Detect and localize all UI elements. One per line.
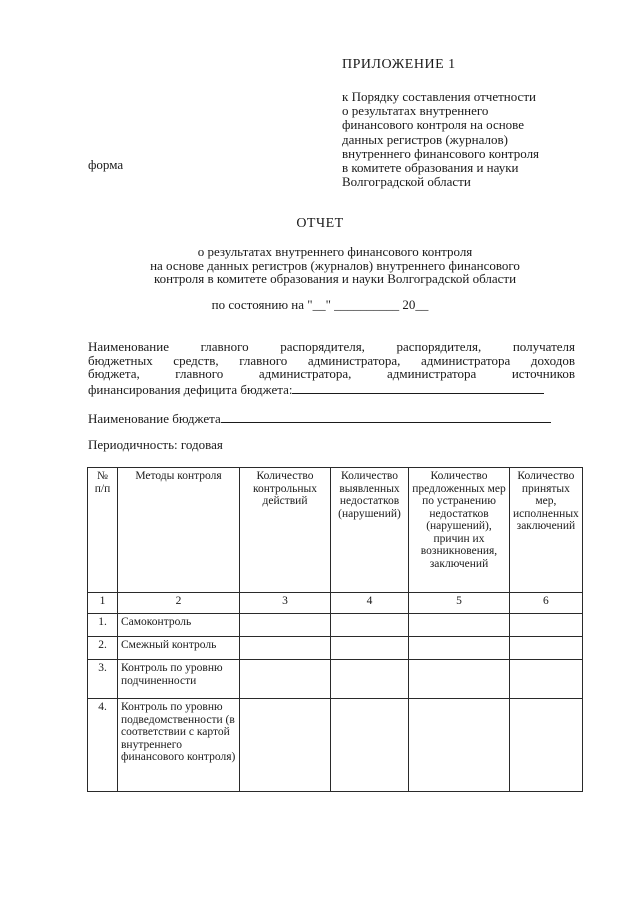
appendix-title: ПРИЛОЖЕНИЕ 1 <box>342 57 456 72</box>
row-method: Контроль по уровню подчиненности <box>118 660 240 699</box>
header-cell-number: № п/п <box>88 468 118 593</box>
row-value-cell[interactable] <box>331 699 409 792</box>
appendix-line: данных регистров (журналов) <box>342 131 508 147</box>
appendix-line: внутреннего финансового контроля <box>342 145 540 161</box>
row-number: 4. <box>88 699 118 792</box>
appendix-line: финансового контроля на основе <box>342 117 524 133</box>
index-cell: 1 <box>88 593 118 614</box>
as-of-date: по состоянию на "__" __________ 20__ <box>211 297 429 312</box>
admin-name-field <box>88 340 575 396</box>
admin-name-line: бюджетных средств, главного администратора, администратора доходов <box>88 352 575 368</box>
row-value-cell[interactable] <box>240 614 331 637</box>
row-method: Смежный контроль <box>118 637 240 660</box>
appendix-line: к Порядку составления отчетности <box>342 89 536 104</box>
index-cell: 6 <box>510 593 583 614</box>
row-value-cell[interactable] <box>331 660 409 699</box>
appendix-line: Волгоградской области <box>342 174 471 190</box>
appendix-line: о результатах внутреннего <box>342 103 489 119</box>
row-value-cell[interactable] <box>510 637 583 660</box>
index-cell: 3 <box>240 593 331 614</box>
appendix-text <box>342 90 582 189</box>
row-value-cell[interactable] <box>409 660 510 699</box>
row-value-cell[interactable] <box>240 660 331 699</box>
header-cell-proposed: Количество предложенных мер по устранению недостатков (нарушений), причин их возникновения, заключений <box>409 468 510 593</box>
table-row <box>88 660 583 699</box>
row-value-cell[interactable] <box>409 637 510 660</box>
admin-name-label: финансирования дефицита бюджета: <box>88 381 293 397</box>
header-cell-violations: Количество выявленных недостатков (нарушений) <box>331 468 409 593</box>
budget-name-field <box>88 410 551 427</box>
report-title: ОТЧЕТ <box>296 216 344 231</box>
row-value-cell[interactable] <box>409 699 510 792</box>
header-cell-accepted: Количество принятых мер, исполненных заключений <box>510 468 583 593</box>
row-method: Самоконтроль <box>118 614 240 637</box>
appendix-line: в комитете образования и науки <box>342 160 519 176</box>
row-method: Контроль по уровню подведомственности (в соответствии с картой внутреннего финансового контроля) <box>118 699 240 792</box>
budget-name-underline[interactable] <box>221 410 551 423</box>
report-subtitle <box>110 245 560 286</box>
row-number: 3. <box>88 660 118 699</box>
table-index-row <box>88 593 583 614</box>
report-subtitle-line: на основе данных регистров (журналов) внутреннего финансового <box>150 257 520 273</box>
admin-name-last-line <box>88 381 575 397</box>
row-value-cell[interactable] <box>510 660 583 699</box>
header-cell-actions: Количество контрольных действий <box>240 468 331 593</box>
row-value-cell[interactable] <box>331 614 409 637</box>
header-cell-methods: Методы контроля <box>118 468 240 593</box>
form-label: форма <box>88 157 124 172</box>
row-value-cell[interactable] <box>240 699 331 792</box>
admin-name-line: бюджета, главного администратора, администратора источников <box>88 366 575 381</box>
budget-name-label: Наименование бюджета <box>88 411 221 426</box>
index-cell: 5 <box>409 593 510 614</box>
row-number: 1. <box>88 614 118 637</box>
row-value-cell[interactable] <box>409 614 510 637</box>
table-row <box>88 614 583 637</box>
report-subtitle-line: о результатах внутреннего финансового контроля <box>197 244 473 259</box>
table-row <box>88 637 583 660</box>
row-value-cell[interactable] <box>240 637 331 660</box>
admin-name-line: Наименование главного распорядителя, распорядителя, получателя <box>88 339 575 354</box>
table-header-row <box>88 468 583 593</box>
table-row <box>88 699 583 792</box>
row-value-cell[interactable] <box>510 699 583 792</box>
index-cell: 2 <box>118 593 240 614</box>
report-subtitle-line: контроля в комитете образования и науки Волгоградской области <box>153 271 517 286</box>
index-cell: 4 <box>331 593 409 614</box>
periodicity: Периодичность: годовая <box>88 437 223 452</box>
row-value-cell[interactable] <box>510 614 583 637</box>
row-number: 2. <box>88 637 118 660</box>
report-table <box>87 467 583 792</box>
row-value-cell[interactable] <box>331 637 409 660</box>
admin-name-underline[interactable] <box>292 381 544 394</box>
